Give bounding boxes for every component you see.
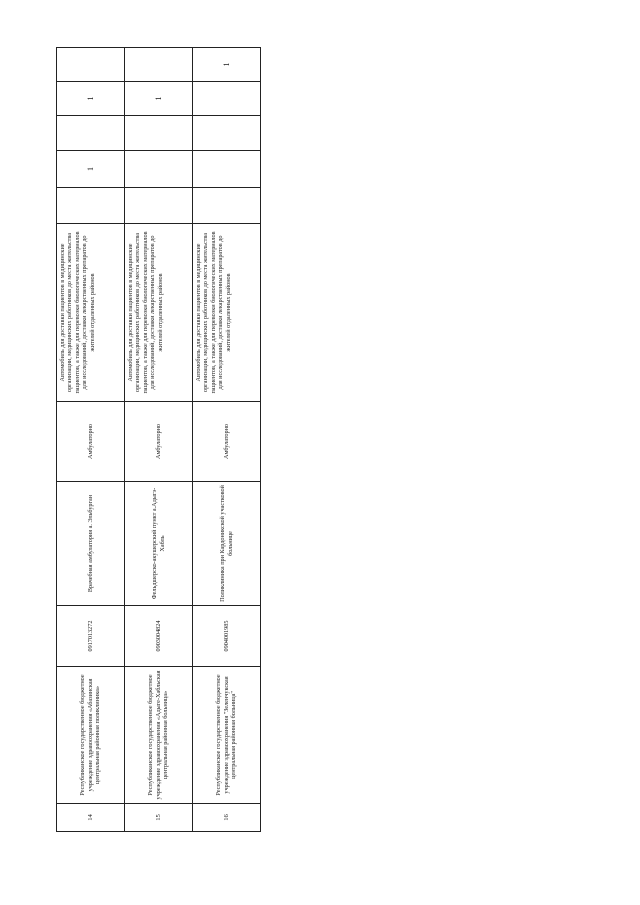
quantity-cell-5 <box>57 48 125 82</box>
subdivision-name: Фельдшерско-акушерский пункт а.Адыгэ-Хабль <box>125 482 193 606</box>
row-number: 15 <box>125 804 193 832</box>
quantity-cell-2: 1 <box>57 151 125 188</box>
subdivision-name: Врачебная амбулатория а. Эльбурган <box>57 482 125 606</box>
vehicle-purpose: Автомобиль для доставки пациентов в медицинские организации, медицинских работников до места жительства пациентов, а также для перевозки биологических материалов для исследований, доставки лекарственных препаратов до жителей отдаленных районов <box>193 224 261 402</box>
institution-name: Республиканское государственное бюджетное учреждение здравоохранения «Адыге-Хабльская центральная районная больница» <box>125 667 193 804</box>
care-type: Амбулаторно <box>125 402 193 482</box>
quantity-cell-4: 1 <box>125 82 193 116</box>
subdivision-name: Поликлиника при Кардоникской участковой больнице <box>193 482 261 606</box>
row-number: 16 <box>193 804 261 832</box>
document-table <box>56 48 261 832</box>
table-row <box>193 48 261 832</box>
table-row <box>125 48 193 832</box>
quantity-cell-3 <box>125 116 193 151</box>
institution-code: 0917013272 <box>57 606 125 667</box>
vehicle-purpose: Автомобиль для доставки пациентов в медицинские организации, медицинских работников до места жительства пациентов, а также для перевозки биологических материалов для исследований, доставки лекарственных препаратов до жителей отдаленных районов <box>125 224 193 402</box>
quantity-cell-1 <box>125 188 193 224</box>
row-number: 14 <box>57 804 125 832</box>
quantity-cell-5: 1 <box>193 48 261 82</box>
vehicle-allocation-table <box>56 47 261 832</box>
care-type: Амбулаторно <box>57 402 125 482</box>
table-row <box>57 48 125 832</box>
quantity-cell-2 <box>193 151 261 188</box>
institution-code: 0904001985 <box>193 606 261 667</box>
vehicle-purpose: Автомобиль для доставки пациентов в медицинские организации, медицинских работников до места жительства пациентов, а также для перевозки биологических материалов для исследований, доставки лекарственных препаратов до жителей отдаленных районов <box>57 224 125 402</box>
rotated-page <box>56 48 261 832</box>
quantity-cell-1 <box>57 188 125 224</box>
institution-name: Республиканское государственное бюджетное учреждение здравоохранения "Зеленчукская центральная районная больница" <box>193 667 261 804</box>
institution-name: Республиканское государственное бюджетное учреждение здравоохранения «Абазинская центральная районная поликлиника» <box>57 667 125 804</box>
quantity-cell-1 <box>193 188 261 224</box>
quantity-cell-3 <box>57 116 125 151</box>
quantity-cell-3 <box>193 116 261 151</box>
care-type: Амбулаторно <box>193 402 261 482</box>
institution-code: 0903004824 <box>125 606 193 667</box>
quantity-cell-4: 1 <box>57 82 125 116</box>
quantity-cell-5 <box>125 48 193 82</box>
quantity-cell-2 <box>125 151 193 188</box>
quantity-cell-4 <box>193 82 261 116</box>
